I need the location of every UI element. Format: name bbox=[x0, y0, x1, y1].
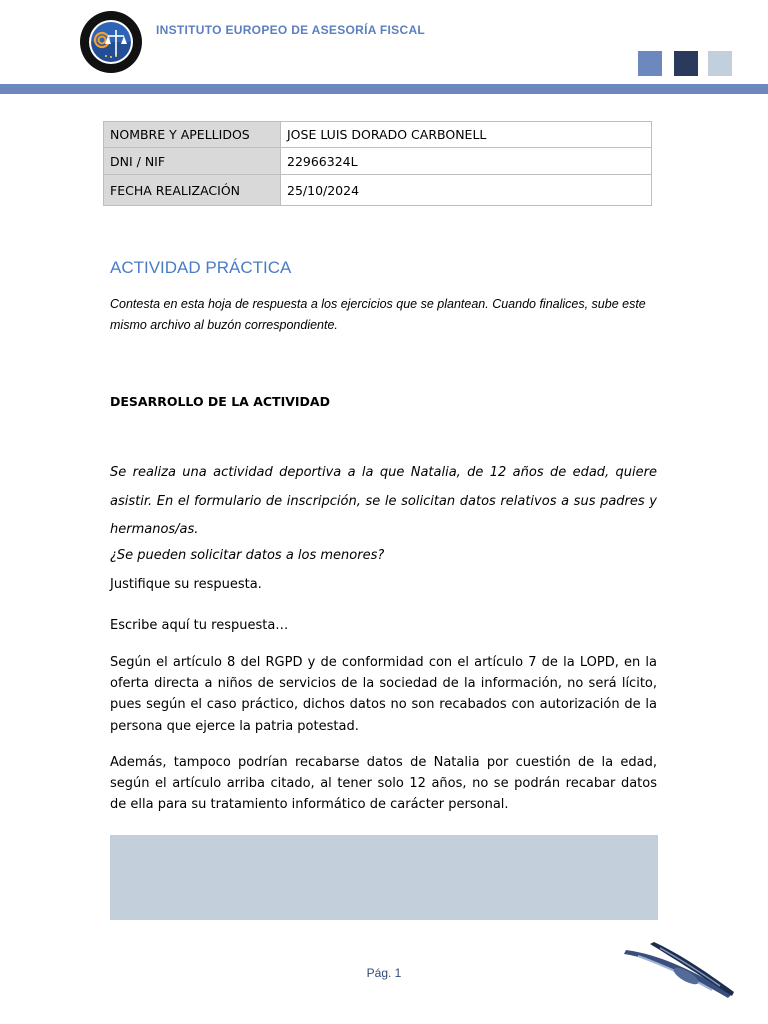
dni-value[interactable]: 22966324L bbox=[281, 148, 652, 175]
answer-paragraph-1[interactable]: Según el artículo 8 del RGPD y de conformidad con el artículo 7 de la LOPD, en la oferta directa a niños de servicios de la sociedad de la información, no será lícito, pues según el caso práctico, dichos datos no son recabados con autorización de la persona que ejerce la patria potestad. bbox=[110, 655, 657, 734]
activity-instructions: Contesta en esta hoja de respuesta a los ejercicios que se plantean. Cuando finalices, sube este mismo archivo al buzón correspondiente. bbox=[110, 297, 646, 332]
answer-paragraph-2[interactable]: Además, tampoco podrían recabarse datos de Natalia por cuestión de la edad, según el artículo arriba citado, al tener solo 12 años, no se podrán recabar datos de ella para su tratamiento informático de carácter personal. bbox=[110, 755, 657, 813]
header-divider-bar bbox=[0, 84, 768, 94]
date-value[interactable]: 25/10/2024 bbox=[281, 175, 652, 206]
pen-decoration-icon bbox=[620, 940, 738, 1002]
date-label: FECHA REALIZACIÓN bbox=[104, 175, 281, 206]
accent-square-dark bbox=[674, 51, 698, 76]
page-label: Pág. 1 bbox=[366, 966, 402, 980]
institution-name: INSTITUTO EUROPEO DE ASESORÍA FISCAL bbox=[156, 23, 426, 37]
dni-label: DNI / NIF bbox=[104, 148, 281, 175]
name-value[interactable]: JOSE LUIS DORADO CARBONELL bbox=[281, 122, 652, 148]
section-title: DESARROLLO DE LA ACTIVIDAD bbox=[110, 394, 330, 409]
justify-instruction: Justifique su respuesta. bbox=[110, 577, 262, 592]
question-ask: ¿Se pueden solicitar datos a los menores? bbox=[110, 548, 385, 563]
answer-box[interactable] bbox=[110, 835, 658, 920]
accent-square-pale bbox=[708, 51, 732, 76]
table-row bbox=[104, 148, 652, 175]
table-row bbox=[104, 175, 652, 206]
name-label: NOMBRE Y APELLIDOS bbox=[104, 122, 281, 148]
answer-hint[interactable]: Escribe aquí tu respuesta… bbox=[110, 618, 289, 633]
activity-title: ACTIVIDAD PRÁCTICA bbox=[110, 258, 292, 277]
student-info-table bbox=[103, 121, 652, 206]
table-row bbox=[104, 122, 652, 148]
question-text: Se realiza una actividad deportiva a la que Natalia, de 12 años de edad, quiere asistir. En el formulario de inscripción, se le solicitan datos relativos a sus padres y hermanos/as. bbox=[110, 465, 657, 537]
accent-square-light bbox=[638, 51, 662, 76]
institute-logo bbox=[78, 10, 144, 74]
